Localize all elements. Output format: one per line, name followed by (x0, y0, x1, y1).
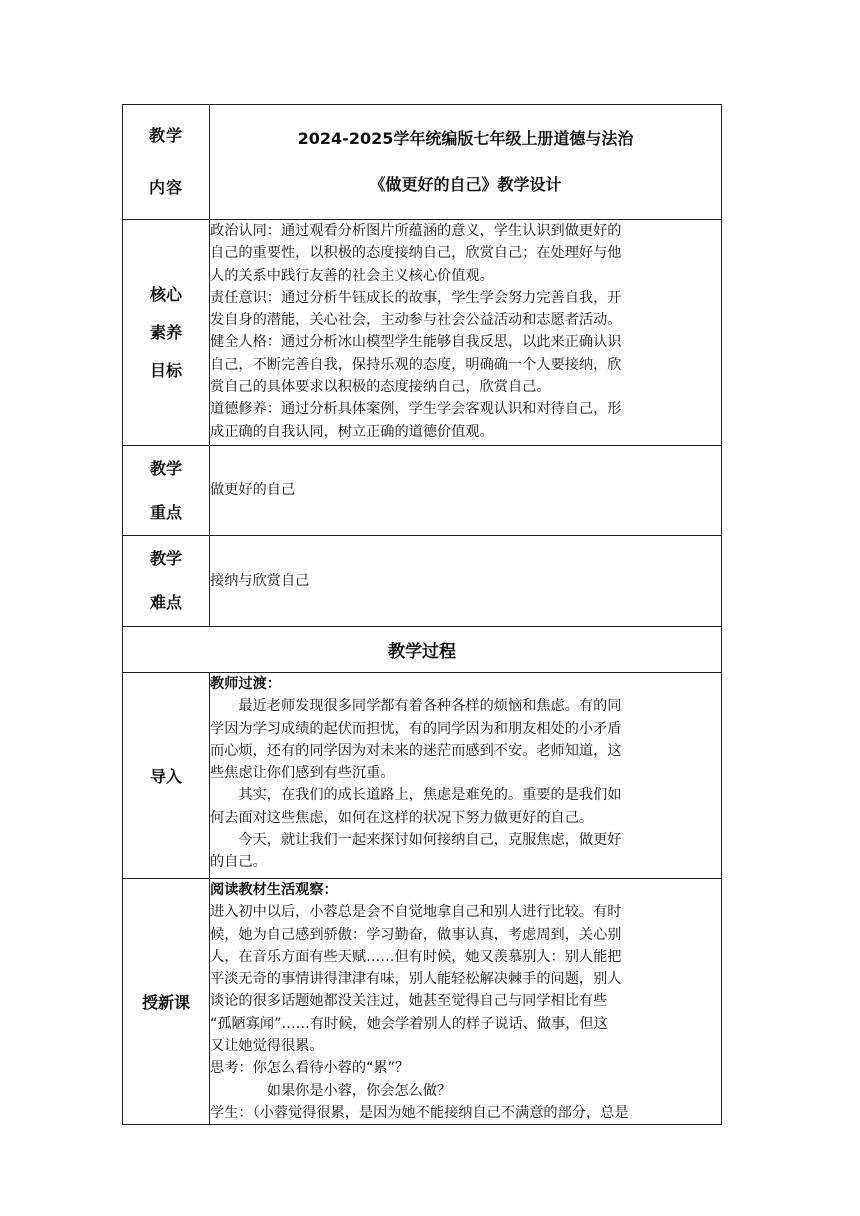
core-label-1: 核心 (149, 284, 182, 304)
new-lesson-question: 如果你是小蓉，你会怎么做？ (266, 1082, 452, 1099)
intro-line: 学因为学习成绩的起伏而担忧，有的同学因为和朋友相处的小矛盾 (210, 720, 622, 737)
new-lesson-line: 谈论的很多话题她都没关注过，她甚至觉得自己与同学相比有些 (210, 993, 608, 1010)
new-lesson-line: 平淡无奇的事情讲得津津有味，别人能轻松解决棘手的问题，别人 (210, 971, 622, 988)
core-goals-row (123, 220, 722, 446)
core-line: 责任意识：通过分析牛钰成长的故事，学生学会努力完善自我，开 (210, 289, 622, 306)
difficulty-label-1: 教学 (149, 549, 182, 568)
intro-line: 的自己。 (210, 854, 267, 871)
key-point-label-1: 教学 (149, 458, 182, 478)
key-point-text: 做更好的自己 (210, 446, 722, 536)
new-lesson-line: 人，在音乐方面有些天赋……但有时候，她又羡慕别人：别人能把 (210, 948, 622, 965)
difficulty-text: 接纳与欣赏自己 (210, 536, 722, 627)
core-line: 自己，不断完善自我，保持乐观的态度，明确确一个人要接纳，欣 (210, 356, 622, 373)
document-title-line1: 2024-2025学年统编版七年级上册道德与法治 (297, 129, 634, 148)
intro-line: 最近老师发现很多同学都有着各种各样的烦恼和焦虑。有的同 (238, 698, 622, 715)
content-label-1: 教学 (148, 126, 183, 145)
key-point-row (123, 446, 722, 536)
core-goals-text (210, 220, 722, 446)
new-lesson-line: 又让她觉得很累。 (210, 1038, 324, 1055)
new-lesson-heading: 阅读教材生活观察： (210, 882, 338, 898)
new-lesson-row (123, 879, 722, 1125)
new-lesson-line: 进入初中以后，小蓉总是会不自觉地拿自己和别人进行比较。有时 (210, 904, 622, 921)
intro-text (210, 673, 722, 879)
key-point-label-cell (123, 446, 210, 536)
difficulty-row (123, 536, 722, 627)
intro-row (123, 673, 722, 879)
core-line: 政治认同：通过观看分析图片所蕴涵的意义，学生认识到做更好的 (210, 223, 622, 239)
difficulty-label-cell (123, 536, 210, 627)
process-title-row (123, 627, 722, 673)
core-goals-label-cell (123, 220, 210, 446)
core-line: 赏自己的具体要求以积极的态度接纳自己，欣赏自己。 (210, 379, 551, 396)
header-row (123, 105, 722, 220)
core-line: 自己的重要性，以积极的态度接纳自己，欣赏自己；在处理好与他 (210, 245, 622, 262)
intro-line: 些焦虑让你们感到有些沉重。 (210, 765, 395, 782)
core-line: 健全人格：通过分析冰山模型学生能够自我反思，以此来正确认识 (210, 334, 622, 351)
lesson-plan-table (122, 104, 722, 1125)
core-line: 发自身的潜能，关心社会，主动参与社会公益活动和志愿者活动。 (210, 312, 622, 329)
intro-line: 而心烦，还有的同学因为对未来的迷茫而感到不安。老师知道，这 (210, 742, 622, 759)
key-point-label-2: 重点 (149, 502, 182, 522)
core-label-2: 素养 (149, 322, 182, 342)
new-lesson-line: “孤陋寡闻”……有时候，她会学着别人的样子说话、做事，但这 (210, 1015, 608, 1032)
intro-line: 今天，就让我们一起来探讨如何接纳自己，克服焦虑，做更好 (238, 832, 622, 849)
content-label-cell (123, 105, 210, 220)
new-lesson-text (210, 879, 722, 1125)
process-title: 教学过程 (123, 627, 722, 673)
core-line: 人的关系中践行友善的社会主义核心价值观。 (210, 267, 494, 284)
document-title-cell (210, 105, 722, 220)
intro-heading: 教师过渡： (210, 676, 281, 692)
intro-line: 其实，在我们的成长道路上，焦虑是难免的。重要的是我们如 (238, 787, 622, 804)
new-lesson-line: 候，她为自己感到骄傲：学习勤奋，做事认真，考虑周到，关心别 (210, 926, 622, 943)
document-title-line2: 《做更好的自己》教学设计 (369, 175, 562, 194)
new-lesson-student: 学生：（小蓉觉得很累，是因为她不能接纳自己不满意的部分，总是 (210, 1104, 629, 1121)
intro-label: 导入 (123, 673, 210, 879)
content-label-2: 内容 (148, 178, 183, 197)
core-line: 成正确的自我认同，树立正确的道德价值观。 (210, 423, 494, 440)
new-lesson-label: 授新课 (123, 879, 210, 1125)
new-lesson-question: 思考：你怎么看待小蓉的“累”？ (210, 1060, 410, 1077)
intro-line: 何去面对这些焦虑，如何在这样的状况下努力做更好的自己。 (210, 809, 594, 826)
core-line: 道德修养：通过分析具体案例，学生学会客观认识和对待自己，形 (210, 401, 622, 418)
core-label-3: 目标 (149, 360, 182, 380)
difficulty-label-2: 难点 (149, 593, 182, 612)
